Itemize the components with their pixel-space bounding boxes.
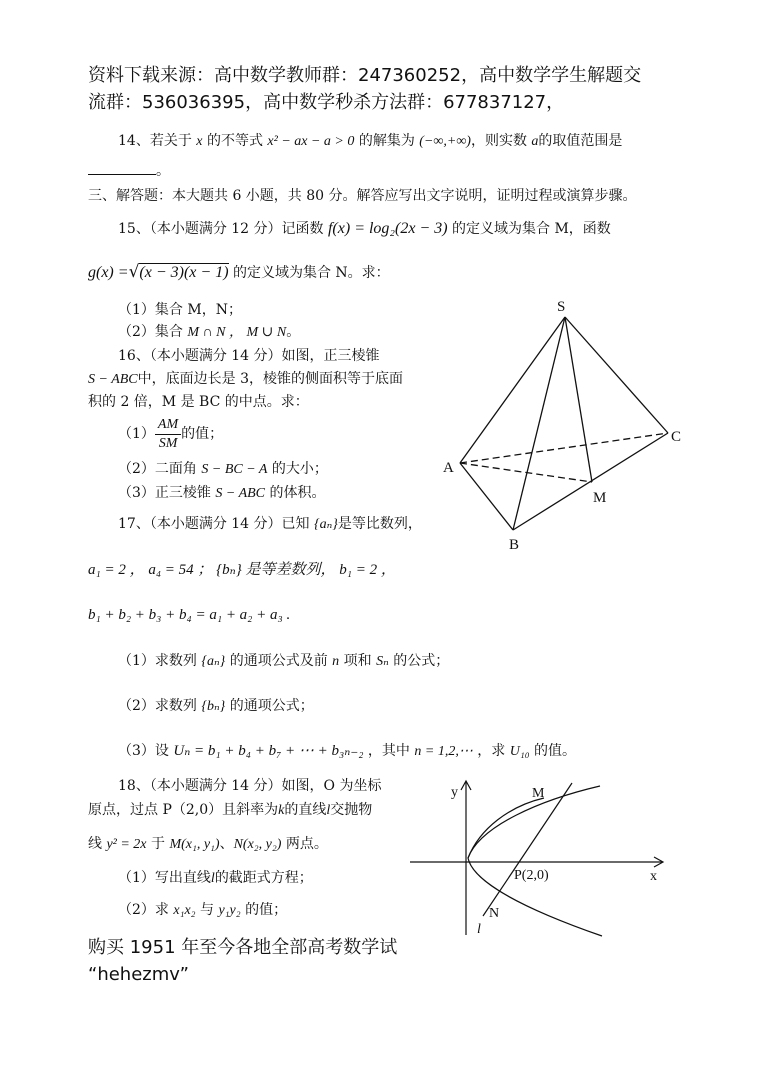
q18-line3-sep: 、 (219, 836, 234, 852)
q17-item3-prefix: （3）设 (118, 743, 169, 759)
q14-end: 。 (156, 163, 170, 179)
footer-line-2: “hehezmv” (88, 964, 189, 985)
section-3-heading: 三、解答题：本大题共 6 小题，共 80 分。解答应写出文字说明，证明过程或演算步骤。 (88, 188, 637, 204)
q18-line3-prefix: 线 (88, 836, 102, 852)
q15-item2-expr: M ∩ N ， M ∪ N (187, 325, 287, 340)
q18-item2-prefix: （2）求 (118, 902, 169, 918)
q14-interval: (−∞,+∞) (419, 134, 471, 149)
header-line-1: 资料下载来源：高中数学教师群：247360252，高中数学学生解题交 (88, 65, 642, 86)
q17-item1-prefix: （1）求数列 (118, 653, 197, 669)
q18-parabola-eq: y² = 2x (106, 837, 147, 852)
q17-item1-seq: {aₙ} (201, 654, 226, 669)
q14-var-a: a (531, 134, 539, 149)
q14-inequality: x² − ax − a > 0 (267, 134, 355, 149)
q18-item2-y1y2: y₁y₂ (218, 903, 241, 918)
q18-point-m: M(x₁, y₁) (169, 837, 220, 852)
q17-line-2: a₁ = 2 ， a₄ = 54 ； {bₙ} 是等差数列， b₁ = 2 ， (88, 562, 396, 578)
q18-item2-suffix: 的值； (245, 902, 288, 918)
q14-mid2: 的解集为 (358, 133, 415, 149)
q18-line3-suffix: 两点。 (285, 836, 328, 852)
q15-g-expr: g(x) = (88, 264, 129, 281)
q16-pyramid-name: S − ABC (88, 372, 138, 387)
q16-line2-text: 中，底面边长是 3，棱锥的侧面积等于底面 (137, 371, 403, 387)
q18-item1-prefix: （1）写出直线 (118, 870, 211, 886)
q17-item1-mid: 的通项公式及前 (229, 653, 328, 669)
q18-item2-x1x2: x₁x₂ (173, 903, 196, 918)
q17-item3-mid: ，其中 (367, 743, 410, 759)
fraction-denominator: SM (158, 435, 178, 451)
q18-k: k (278, 803, 285, 818)
label-y: y (451, 785, 458, 800)
fraction-numerator: AM (155, 416, 181, 435)
q17-item3-n: n = 1,2,⋯ (414, 744, 473, 759)
q17-seq-a: {aₙ} (313, 517, 338, 532)
q16-line-3: 积的 2 倍，M 是 BC 的中点。求： (88, 394, 309, 410)
q17-line1-suffix: 是等比数列， (337, 516, 422, 532)
q17-item1-mid2: 项和 (343, 653, 372, 669)
q18-line3-mid: 于 (150, 836, 165, 852)
label-x: x (650, 869, 657, 884)
footer-line-1: 购买 1951 年至今各地全部高考数学试 (88, 937, 398, 958)
q14-prefix: 14、若关于 (118, 133, 192, 149)
label-b: B (509, 537, 520, 553)
q16-item1-prefix: （1） (118, 426, 155, 442)
q18-l: l (326, 803, 331, 818)
q18-line2-prefix: 原点，过点 P（2,0）且斜率为 (88, 802, 279, 818)
q16-item3-prefix: （3）正三棱锥 (118, 485, 211, 501)
q15-line2-suffix: 的定义域为集合 N。求： (232, 265, 390, 281)
q17-item1-n: n (332, 654, 340, 669)
q17-item2-seq: {bₙ} (201, 699, 226, 714)
q15-radicand: (x − 3)(x − 1) (139, 264, 229, 281)
q14-mid1: 的不等式 (206, 133, 263, 149)
label-p: P(2,0) (514, 868, 549, 883)
label-s: S (557, 299, 566, 315)
q15-f-expr: f(x) = log₂(2x − 3) (327, 220, 448, 237)
q17-item1-s: Sₙ (376, 654, 389, 669)
q16-item3-expr: S − ABC (215, 486, 266, 501)
header-line-2: 流群：536036395，高中数学秒杀方法群：677837127， (88, 92, 565, 113)
q18-item1-suffix: 的截距式方程； (214, 870, 313, 886)
q17-prefix: 17、（本小题满分 14 分）已知 (118, 516, 310, 532)
q18-item2-mid: 与 (200, 902, 214, 918)
q14-mid3: ，则实数 (470, 133, 527, 149)
q17-item2-prefix: （2）求数列 (118, 698, 197, 714)
q16-line-1: 16、（本小题满分 14 分）如图，正三棱锥 (118, 348, 380, 364)
sqrt-sign: √ (128, 262, 140, 282)
label-m: M (593, 490, 607, 506)
q14-var-x: x (196, 134, 203, 149)
q18-point-n: N(x₂, y₂) (233, 837, 282, 852)
q18-line-1: 18、（本小题满分 14 分）如图，O 为坐标 (118, 778, 382, 794)
q17-item3-u: U₁₀ (509, 744, 530, 759)
q17-line-3: b₁ + b₂ + b₃ + b₄ = a₁ + a₂ + a₃ . (88, 607, 291, 623)
q17-item2-suffix: 的通项公式； (229, 698, 314, 714)
q17-item3-mid2: ，求 (477, 743, 506, 759)
q16-item3-suffix: 的体积。 (269, 485, 326, 501)
q14-suffix: 的取值范围是 (538, 133, 623, 149)
label-c: C (671, 429, 682, 445)
q15-item2-prefix: （2）集合 (118, 324, 183, 340)
q16-dihedral-expr: S − BC − A (201, 462, 268, 477)
q18-line2-suffix: 交抛物 (330, 802, 373, 818)
q17-item3-suffix: 的值。 (534, 743, 577, 759)
q16-item1-suffix: 的值； (181, 426, 224, 442)
q16-item2-prefix: （2）二面角 (118, 461, 197, 477)
label-a: A (443, 460, 454, 476)
label-n-point: N (489, 906, 500, 921)
q18-item1-l: l (210, 871, 215, 886)
q17-item3-expr: Uₙ = b₁ + b₄ + b₇ + ⋯ + b₃ₙ₋₂ (173, 743, 364, 759)
q15-item2-suffix: 。 (286, 324, 301, 340)
label-m-point: M (532, 786, 545, 801)
q16-item2-suffix: 的大小； (271, 461, 328, 477)
q15-item-1: （1）集合 M，N； (118, 302, 242, 318)
q18-line2-mid: 的直线 (284, 802, 327, 818)
q15-line1-suffix: 的定义域为集合 M，函数 (452, 221, 611, 237)
q17-item1-suffix: 的公式； (393, 653, 450, 669)
label-l: l (477, 922, 481, 937)
q15-prefix: 15、（本小题满分 12 分）记函数 (118, 221, 324, 237)
